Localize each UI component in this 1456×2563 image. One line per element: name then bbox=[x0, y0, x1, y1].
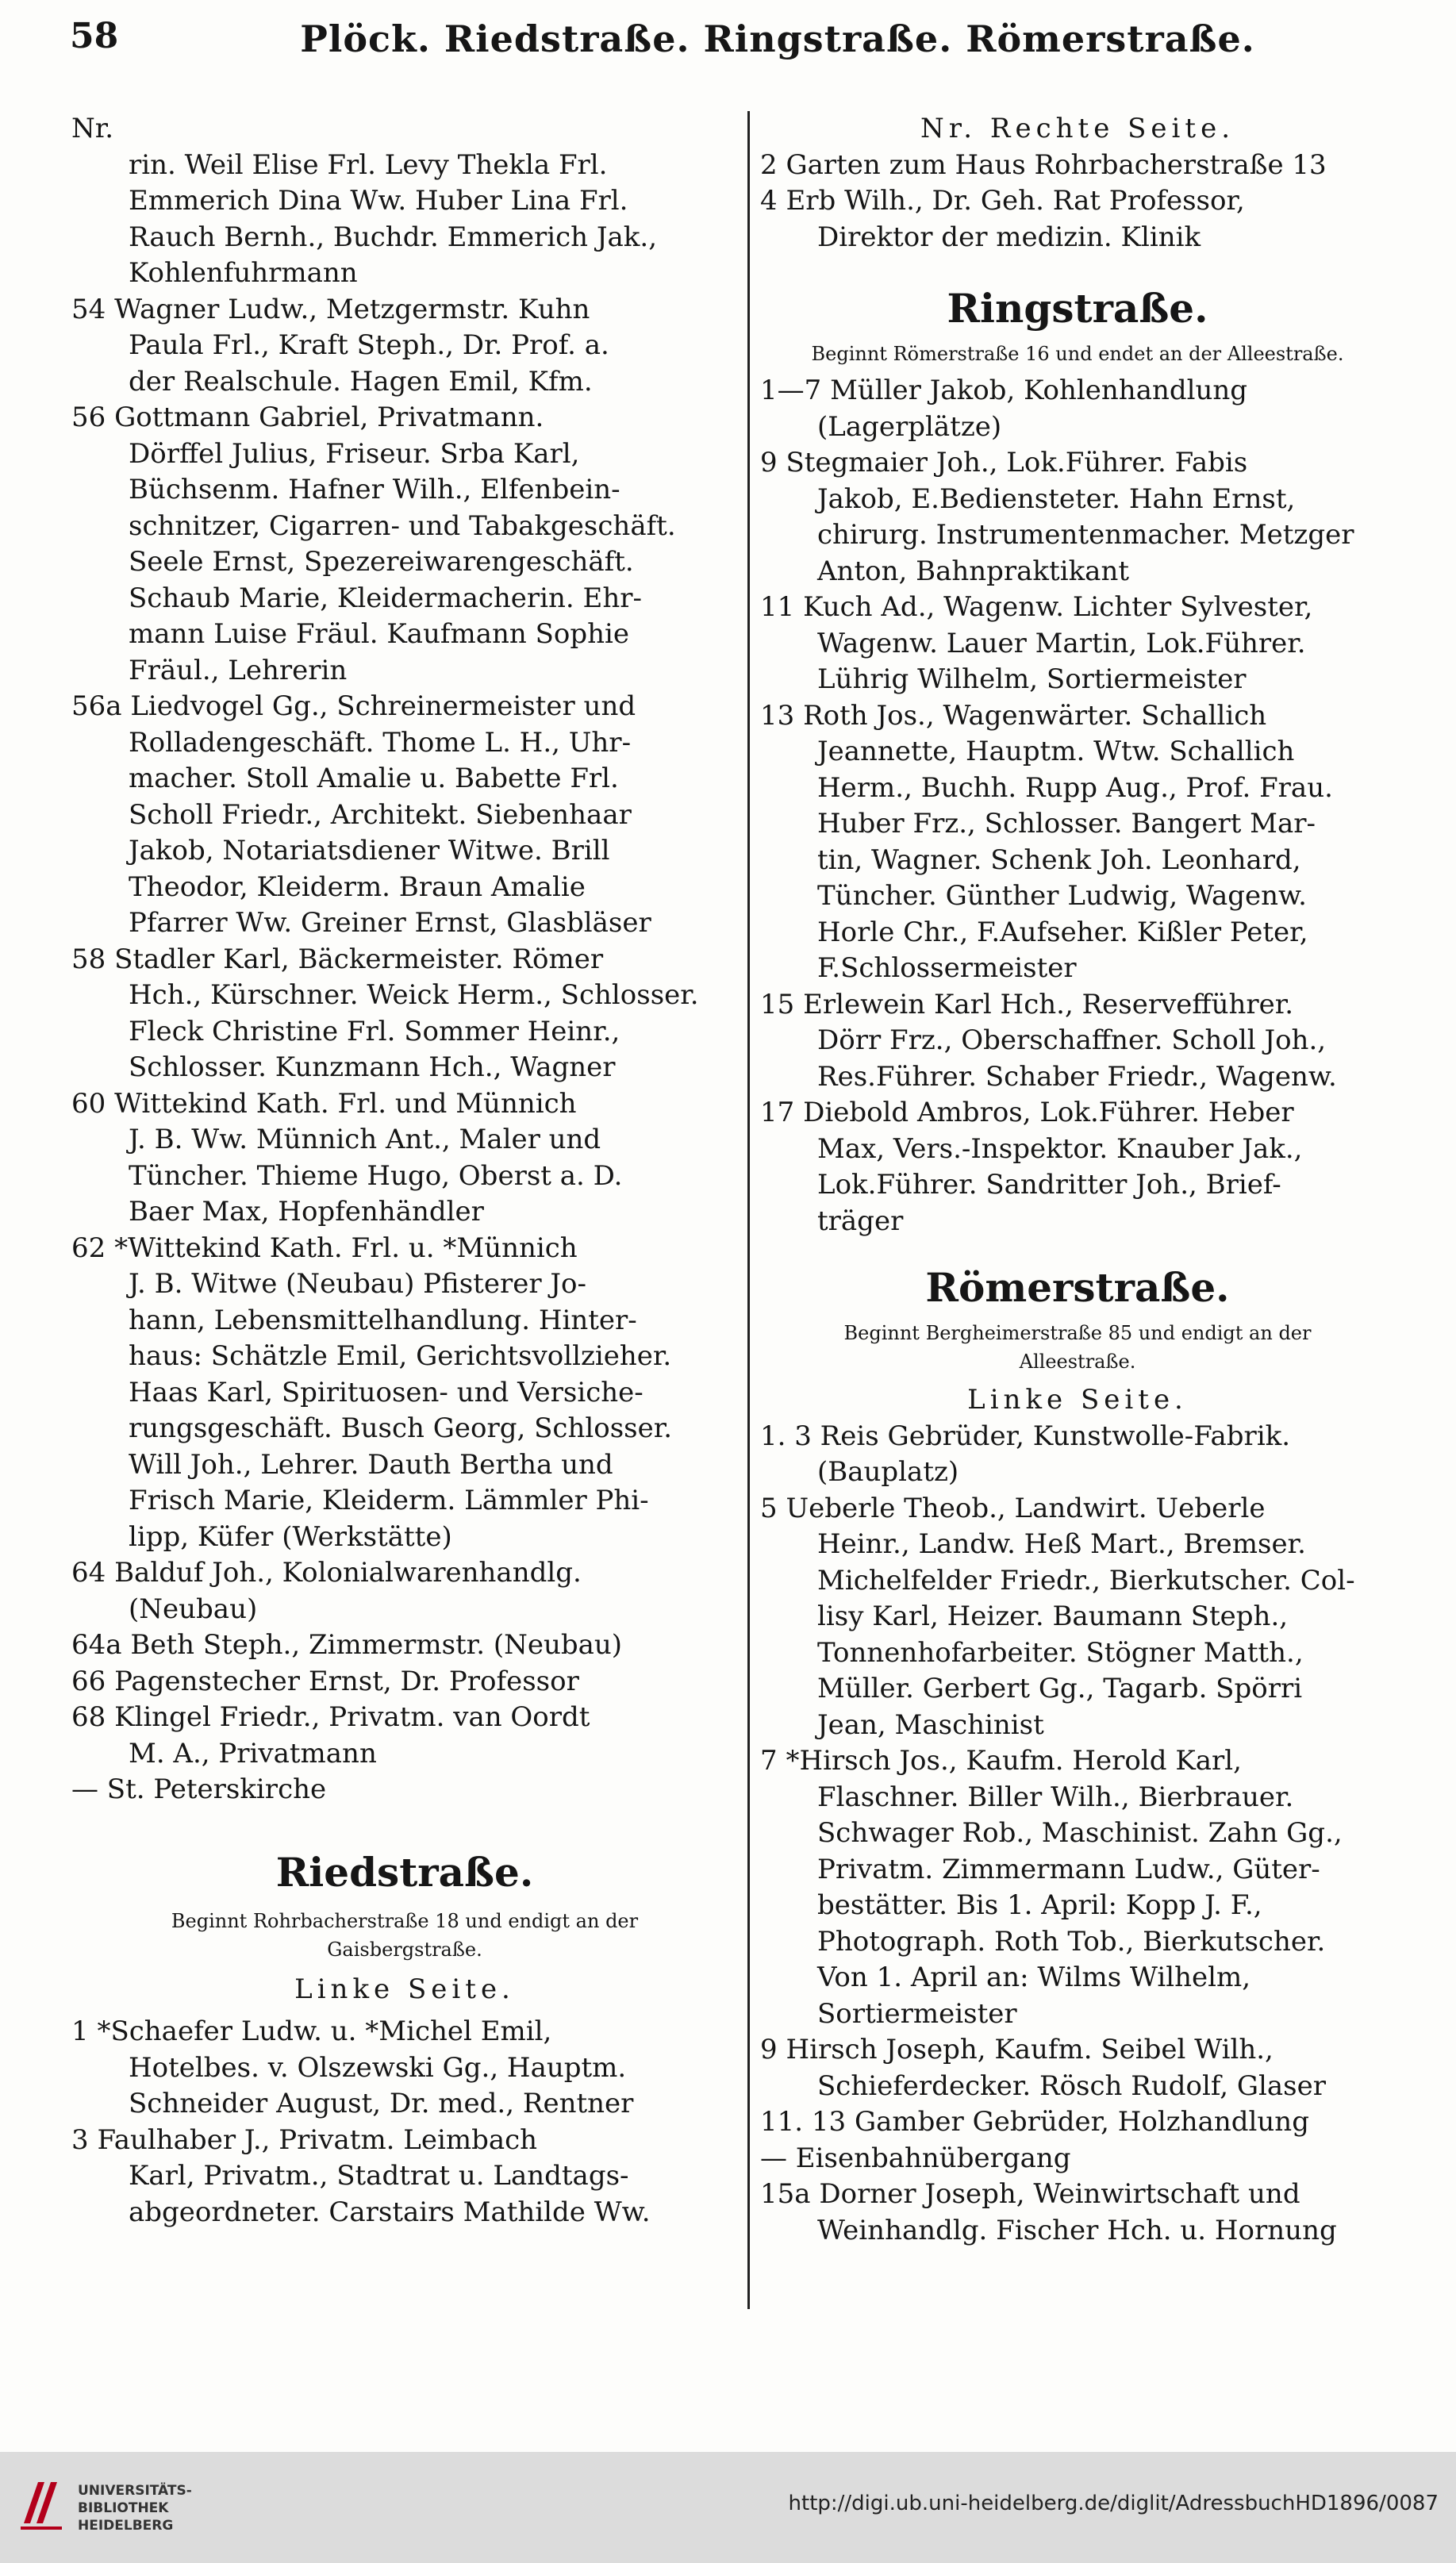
entry-line: 66 Pagenstecher Ernst, Dr. Professor bbox=[71, 1665, 579, 1697]
street-heading: Riedstraße. bbox=[275, 1848, 534, 1896]
entry-line: 15 Erlewein Karl Hch., Reservefführer. bbox=[760, 988, 1294, 1020]
text-line: Jakob, E.Bediensteter. Hahn Ernst, bbox=[817, 482, 1296, 515]
column-divider bbox=[747, 111, 750, 2309]
text-line: Herm., Buchh. Rupp Aug., Prof. Frau. bbox=[817, 771, 1333, 804]
text-line: Jeannette, Hauptm. Wtw. Schallich bbox=[817, 736, 1295, 767]
entry-line: 68 Klingel Friedr., Privatm. van Oordt bbox=[71, 1701, 590, 1733]
text-line: Baer Max, Hopfenhändler bbox=[129, 1196, 484, 1228]
text-line: Frisch Marie, Kleiderm. Lämmler Phi- bbox=[129, 1485, 649, 1516]
text-line: Lührig Wilhelm, Sortiermeister bbox=[817, 663, 1247, 695]
text-line: Pfarrer Ww. Greiner Ernst, Glasbläser bbox=[129, 907, 651, 939]
text-line: Schneider August, Dr. med., Rentner bbox=[129, 2088, 634, 2119]
entry-line: — Eisenbahnübergang bbox=[760, 2142, 1071, 2174]
entry-line: 56 Gottmann Gabriel, Privatmann. bbox=[71, 402, 544, 433]
entry-line: 17 Diebold Ambros, Lok.Führer. Heber bbox=[760, 1097, 1294, 1128]
running-head: Plöck. Riedstraße. Ringstraße. Römerstraße. bbox=[300, 17, 1255, 60]
text-line: chirurg. Instrumentenmacher. Metzger bbox=[817, 519, 1354, 551]
text-line: Emmerich Dina Ww. Huber Lina Frl. bbox=[129, 185, 628, 217]
text-line: Haas Karl, Spirituosen- und Versiche- bbox=[129, 1376, 643, 1408]
entry-line: 3 Faulhaber J., Privatm. Leimbach bbox=[71, 2123, 538, 2156]
text-line: Max, Vers.-Inspektor. Knauber Jak., bbox=[817, 1132, 1303, 1165]
text-line: Paula Frl., Kraft Steph., Dr. Prof. a. bbox=[129, 329, 609, 361]
text-line: Theodor, Kleiderm. Braun Amalie bbox=[129, 870, 586, 903]
text-line: Weinhandlg. Fischer Hch. u. Hornung bbox=[817, 2214, 1337, 2246]
side-heading: Linke Seite. bbox=[294, 1973, 515, 2005]
text-line: (Bauplatz) bbox=[817, 1456, 959, 1488]
text-line: (Lagerplätze) bbox=[817, 410, 1002, 443]
text-line: Heinr., Landw. Heß Mart., Bremser. bbox=[817, 1528, 1306, 1560]
text-line: Von 1. April an: Wilms Wilhelm, bbox=[817, 1962, 1251, 1993]
text-line: Privatm. Zimmermann Ludw., Güter- bbox=[817, 1853, 1320, 1885]
entry-line: 15a Dorner Joseph, Weinwirtschaft und bbox=[760, 2178, 1300, 2210]
text-line: M. A., Privatmann bbox=[129, 1737, 377, 1770]
page-number: 58 bbox=[70, 16, 119, 56]
entry-line: 9 Stegmaier Joh., Lok.Führer. Fabis bbox=[760, 447, 1248, 478]
text-line: Tüncher. Thieme Hugo, Oberst a. D. bbox=[129, 1159, 623, 1192]
street-description: Beginnt Bergheimerstraße 85 und endigt an der bbox=[843, 1322, 1312, 1344]
entry-line: 1—7 Müller Jakob, Kohlenhandlung bbox=[760, 375, 1248, 406]
entry-line: 11. 13 Gamber Gebrüder, Holzhandlung bbox=[760, 2106, 1309, 2138]
text-line: Photograph. Roth Tob., Bierkutscher. bbox=[817, 1925, 1326, 1958]
text-line: Karl, Privatm., Stadtrat u. Landtags- bbox=[129, 2160, 629, 2192]
entry-line: 58 Stadler Karl, Bäckermeister. Römer bbox=[71, 943, 604, 975]
library-name-line: UNIVERSITÄTS- bbox=[78, 2483, 192, 2499]
library-logo-icon bbox=[17, 2477, 65, 2533]
text-line: (Neubau) bbox=[129, 1593, 258, 1625]
text-line: Res.Führer. Schaber Friedr., Wagenw. bbox=[817, 1060, 1337, 1093]
text-line: Fräul., Lehrerin bbox=[129, 654, 348, 686]
street-heading: Römerstraße. bbox=[925, 1264, 1230, 1311]
text-line: der Realschule. Hagen Emil, Kfm. bbox=[129, 365, 593, 398]
entry-line: 2 Garten zum Haus Rohrbacherstraße 13 bbox=[760, 148, 1327, 181]
text-line: Horle Chr., F.Aufseher. Kißler Peter, bbox=[817, 916, 1308, 948]
text-line: J. B. Ww. Münnich Ant., Maler und bbox=[129, 1124, 601, 1155]
text-line: mann Luise Fräul. Kaufmann Sophie bbox=[129, 618, 630, 650]
text-line: Jean, Maschinist bbox=[817, 1708, 1044, 1741]
entry-line: 11 Kuch Ad., Wagenw. Lichter Sylvester, bbox=[760, 591, 1313, 623]
entry-line: 13 Roth Jos., Wagenwärter. Schallich bbox=[760, 699, 1267, 732]
library-name-line: HEIDELBERG bbox=[78, 2518, 174, 2534]
text-line: Huber Frz., Schlosser. Bangert Mar- bbox=[817, 808, 1316, 840]
entry-line: 9 Hirsch Joseph, Kaufm. Seibel Wilh., bbox=[760, 2034, 1274, 2065]
entry-line: 5 Ueberle Theob., Landwirt. Ueberle bbox=[760, 1492, 1266, 1524]
entry-line: 62 *Wittekind Kath. Frl. u. *Münnich bbox=[71, 1232, 578, 1264]
text-line: Anton, Bahnpraktikant bbox=[817, 555, 1130, 587]
text-line: Scholl Friedr., Architekt. Siebenhaar bbox=[129, 798, 632, 831]
text-line: rin. Weil Elise Frl. Levy Thekla Frl. bbox=[129, 148, 608, 181]
text-line: Schwager Rob., Maschinist. Zahn Gg., bbox=[817, 1817, 1343, 1849]
street-description: Gaisbergstraße. bbox=[327, 1938, 482, 1961]
viewer-footer bbox=[0, 2452, 1456, 2563]
text-line: träger bbox=[817, 1205, 904, 1237]
column-label: Nr. bbox=[71, 113, 114, 144]
text-line: Kohlenfuhrmann bbox=[129, 257, 358, 289]
text-line: Rolladengeschäft. Thome L. H., Uhr- bbox=[129, 726, 632, 759]
text-line: Michelfelder Friedr., Bierkutscher. Col- bbox=[817, 1564, 1355, 1597]
text-line: Hotelbes. v. Olszewski Gg., Hauptm. bbox=[129, 2051, 627, 2084]
text-line: Rauch Bernh., Buchdr. Emmerich Jak., bbox=[129, 221, 658, 253]
side-heading: Linke Seite. bbox=[967, 1384, 1188, 1416]
text-line: bestätter. Bis 1. April: Kopp J. F., bbox=[817, 1889, 1262, 1921]
library-name-line: BIBLIOTHEK bbox=[78, 2500, 169, 2516]
text-line: Tüncher. Günther Ludwig, Wagenw. bbox=[817, 880, 1307, 912]
text-line: lipp, Küfer (Werkstätte) bbox=[129, 1520, 452, 1553]
entry-line: 64a Beth Steph., Zimmermstr. (Neubau) bbox=[71, 1629, 623, 1661]
entry-line: 54 Wagner Ludw., Metzgermstr. Kuhn bbox=[71, 293, 590, 325]
text-line: lisy Karl, Heizer. Baumann Steph., bbox=[817, 1600, 1289, 1632]
right-column bbox=[760, 111, 1395, 2249]
text-line: J. B. Witwe (Neubau) Pfisterer Jo- bbox=[129, 1268, 586, 1300]
entry-line: 1. 3 Reis Gebrüder, Kunstwolle-Fabrik. bbox=[760, 1420, 1291, 1452]
text-line: Dörffel Julius, Friseur. Srba Karl, bbox=[129, 437, 580, 470]
library-name bbox=[78, 2482, 192, 2534]
text-line: tin, Wagner. Schenk Joh. Leonhard, bbox=[817, 843, 1301, 876]
text-line: schnitzer, Cigarren- und Tabakgeschäft. bbox=[129, 509, 676, 542]
entry-line: 64 Balduf Joh., Kolonialwarenhandlg. bbox=[71, 1557, 582, 1589]
street-description: Beginnt Rohrbacherstraße 18 und endigt an der bbox=[171, 1909, 639, 1932]
text-line: Lok.Führer. Sandritter Joh., Brief- bbox=[817, 1169, 1281, 1201]
entry-line: 56a Liedvogel Gg., Schreinermeister und bbox=[71, 690, 636, 722]
text-line: rungsgeschäft. Busch Georg, Schlosser. bbox=[129, 1412, 673, 1444]
text-line: Müller. Gerbert Gg., Tagarb. Spörri bbox=[817, 1673, 1303, 1704]
text-line: Flaschner. Biller Wilh., Bierbrauer. bbox=[817, 1781, 1294, 1813]
permalink-url[interactable]: http://digi.ub.uni-heidelberg.de/diglit/AdressbuchHD1896/0087 bbox=[788, 2492, 1439, 2515]
text-line: macher. Stoll Amalie u. Babette Frl. bbox=[129, 763, 619, 794]
entry-line: 7 *Hirsch Jos., Kaufm. Herold Karl, bbox=[760, 1745, 1242, 1777]
text-line: Tonnenhofarbeiter. Stögner Matth., bbox=[817, 1636, 1304, 1669]
text-line: Wagenw. Lauer Martin, Lok.Führer. bbox=[817, 627, 1306, 659]
left-column bbox=[71, 111, 738, 2231]
text-line: hann, Lebensmittelhandlung. Hinter- bbox=[129, 1304, 637, 1336]
entry-line: — St. Peterskirche bbox=[71, 1773, 327, 1805]
entry-line: 1 *Schaefer Ludw. u. *Michel Emil, bbox=[71, 2015, 552, 2047]
text-line: Dörr Frz., Oberschaffner. Scholl Joh., bbox=[817, 1024, 1327, 1056]
entry-line: 60 Wittekind Kath. Frl. und Münnich bbox=[71, 1087, 577, 1120]
text-line: Schaub Marie, Kleidermacherin. Ehr- bbox=[129, 582, 642, 614]
street-description: Beginnt Römerstraße 16 und endet an der Alleestraße. bbox=[811, 343, 1344, 365]
street-heading: Ringstraße. bbox=[947, 285, 1208, 332]
text-line: Jakob, Notariatsdiener Witwe. Brill bbox=[129, 835, 610, 867]
text-line: Will Joh., Lehrer. Dauth Bertha und bbox=[129, 1448, 613, 1481]
entry-line: 4 Erb Wilh., Dr. Geh. Rat Professor, bbox=[760, 185, 1245, 217]
text-line: Direktor der medizin. Klinik bbox=[817, 221, 1201, 253]
street-description: Alleestraße. bbox=[1019, 1351, 1136, 1373]
side-heading: Nr. Rechte Seite. bbox=[920, 113, 1235, 144]
text-line: Seele Ernst, Spezereiwarengeschäft. bbox=[129, 546, 634, 578]
text-line: Schlosser. Kunzmann Hch., Wagner bbox=[129, 1051, 616, 1083]
text-line: Schieferdecker. Rösch Rudolf, Glaser bbox=[817, 2069, 1326, 2102]
text-line: F.Schlossermeister bbox=[817, 952, 1077, 984]
text-line: Fleck Christine Frl. Sommer Heinr., bbox=[129, 1015, 620, 1047]
text-line: Hch., Kürschner. Weick Herm., Schlosser. bbox=[129, 979, 699, 1011]
text-line: abgeordneter. Carstairs Mathilde Ww. bbox=[129, 2196, 651, 2228]
text-line: haus: Schätzle Emil, Gerichtsvollzieher. bbox=[129, 1340, 672, 1372]
text-line: Sortiermeister bbox=[817, 1997, 1017, 2030]
text-line: Büchsenm. Hafner Wilh., Elfenbein- bbox=[129, 474, 620, 505]
